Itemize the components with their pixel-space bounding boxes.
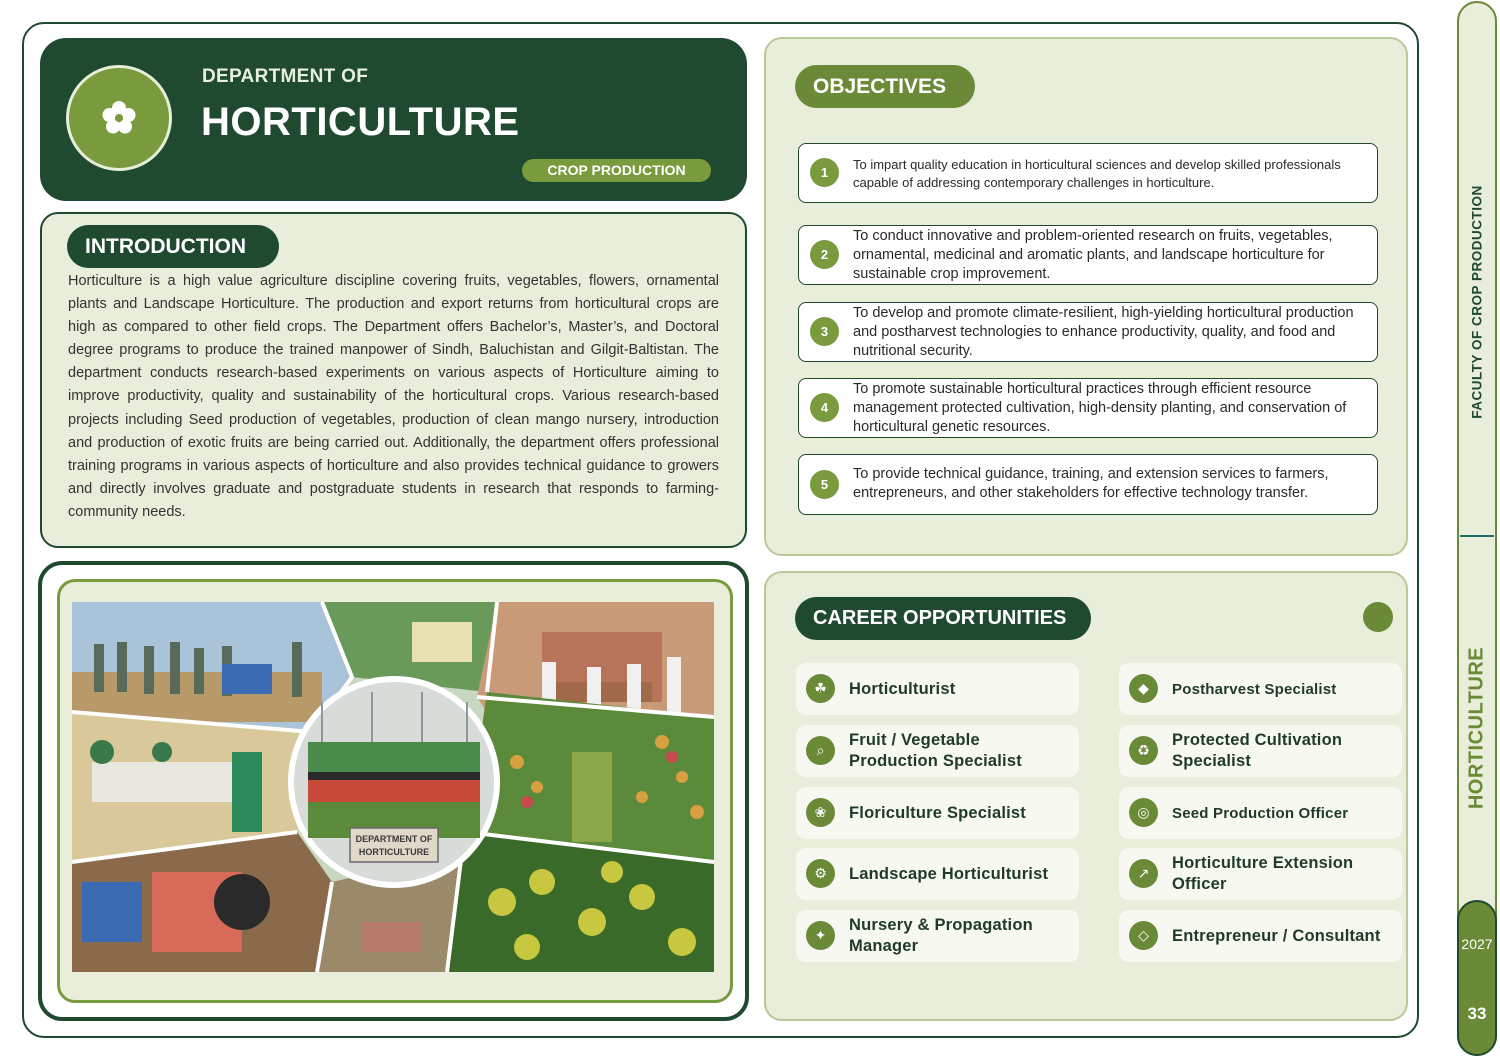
faculty-label: FACULTY OF CROP PRODUCTION (1469, 185, 1485, 419)
department-name: HORTICULTURE (201, 100, 520, 144)
career-card-seed-production (1119, 787, 1402, 839)
introduction-section (40, 212, 747, 548)
career-card-protected-cultivation (1119, 725, 1402, 777)
sparkle-icon: ✦ (806, 921, 835, 950)
objective-item (798, 454, 1378, 515)
photo-collage-frame (38, 561, 749, 1021)
career-card-extension (1119, 848, 1402, 900)
department-of-label: DEPARTMENT OF (202, 66, 369, 87)
diamond-icon: ◆ (1129, 674, 1158, 703)
objectives-section (764, 37, 1408, 556)
page-number: 33 (1467, 1004, 1487, 1023)
objective-number: 5 (810, 470, 839, 499)
objective-item (798, 143, 1378, 203)
career-label: Horticulture Extension Officer (1172, 854, 1354, 893)
photo-collage-inner (57, 579, 733, 1003)
career-label: Landscape Horticulturist (849, 865, 1049, 883)
career-label: Seed Production Officer (1172, 805, 1349, 822)
career-label: Horticulturist (849, 680, 956, 698)
introduction-text: Horticulture is a high value agriculture discipline covering fruits, vegetables, flowers, ornamental plants and Landscape Horticulture. The production and export returns from horticultural crops are high as compared to other field crops. The Department offers Bachelor’s, Master’s, and Doctoral degree programs to produce the trained manpower of Sindh, Baluchistan and Gilgit-Baltistan. The department conducts research-based experiments on various aspects of Horticulture aiming to improve productivity, quality and sustainability of the horticultural crops. Various research-based projects including Seed production of vegetables, production of clean mango nursery, introduction and production of exotic fruits are being carried out. Additionally, the department offers professional training programs in various aspects of horticulture and also provides technical guidance to growers and directly involves graduate and postgraduate students in research that responds to farming-community needs. (68, 273, 719, 520)
objective-item (798, 225, 1378, 285)
magnifier-icon: ⌕ (806, 736, 835, 765)
career-card-nursery (796, 910, 1079, 962)
photo-collage (72, 602, 714, 972)
career-label: Protected Cultivation Specialist (1172, 731, 1343, 770)
sign-line-2: HORTICULTURE (358, 847, 430, 857)
objective-text: To develop and promote climate-resilient, high-yielding horticultural production and postharvest technologies to enhance productivity, quality, and food and nutritional security. (853, 305, 1354, 359)
objective-text: To promote sustainable horticultural practices through efficient resource management protected cultivation, high-density planting, and conservation of horticultural genetic resources. (853, 381, 1347, 435)
decorative-dot (1363, 602, 1393, 632)
crop-production-badge: CROP PRODUCTION (522, 159, 711, 182)
career-card-floriculture (796, 787, 1079, 839)
objectives-heading: OBJECTIVES (795, 65, 975, 108)
introduction-heading: INTRODUCTION (67, 225, 279, 268)
flower-icon (101, 100, 137, 136)
department-logo (66, 65, 172, 171)
year-label: 2027 (1461, 936, 1493, 952)
clover-icon: ☘ (806, 674, 835, 703)
side-divider (1460, 535, 1494, 537)
diamond-outline-icon: ◇ (1129, 921, 1158, 950)
side-tab-footer (1457, 900, 1497, 1056)
career-label: Floriculture Specialist (849, 804, 1026, 822)
objective-number: 2 (810, 240, 839, 269)
career-card-landscape (796, 848, 1079, 900)
career-heading: CAREER OPPORTUNITIES (795, 597, 1091, 640)
career-opportunities-section (764, 571, 1408, 1021)
side-department-label: HORTICULTURE (1465, 646, 1488, 810)
career-card-horticulturist (796, 663, 1079, 715)
recycle-icon: ♻ (1129, 736, 1158, 765)
career-card-entrepreneur (1119, 910, 1402, 962)
career-label: Entrepreneur / Consultant (1172, 927, 1381, 945)
objective-item (798, 378, 1378, 438)
career-label: Postharvest Specialist (1172, 681, 1337, 698)
career-card-fruit-vegetable (796, 725, 1079, 777)
objective-number: 4 (810, 393, 839, 422)
objective-text: To impart quality education in horticultural sciences and develop skilled professionals capable of addressing contemporary challenges in horticulture. (853, 157, 1341, 190)
target-icon: ◎ (1129, 798, 1158, 827)
collage-svg (72, 602, 714, 972)
objective-text: To conduct innovative and problem-oriented research on fruits, vegetables, ornamental, medicinal and aromatic plants, and landscape horticulture for sustainable crop improvement. (853, 228, 1333, 282)
career-card-postharvest (1119, 663, 1402, 715)
sign-line-1: DEPARTMENT OF (355, 834, 433, 844)
objective-number: 1 (810, 158, 839, 187)
flower-icon: ❀ (806, 798, 835, 827)
career-label: Fruit / Vegetable Production Specialist (849, 731, 1022, 770)
arrow-icon: ↗ (1129, 859, 1158, 888)
side-tab (1457, 1, 1497, 1056)
objective-item (798, 302, 1378, 362)
objective-number: 3 (810, 317, 839, 346)
department-header (40, 38, 747, 201)
career-label: Nursery & Propagation Manager (849, 916, 1033, 955)
gear-icon: ⚙ (806, 859, 835, 888)
objective-text: To provide technical guidance, training, and extension services to farmers, entrepreneurs, and other stakeholders for effective technology transfer. (853, 466, 1329, 501)
